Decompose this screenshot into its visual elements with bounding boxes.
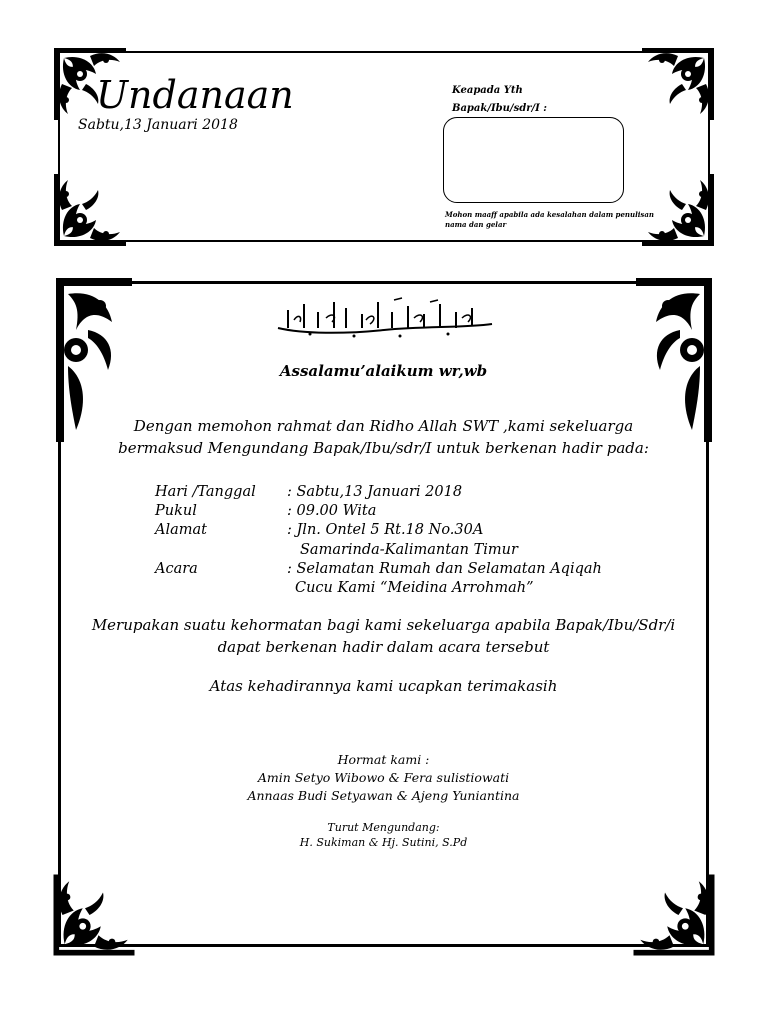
intro-paragraph xyxy=(58,415,709,459)
regards-label: Hormat kami : xyxy=(337,752,430,767)
closing-line: dapat berkenan hadir dalam acara tersebut xyxy=(217,638,550,656)
recipient-name-box xyxy=(443,117,624,203)
envelope-date: Sabtu,13 Januari 2018 xyxy=(78,117,238,133)
day-label: Hari /Tanggal xyxy=(155,484,256,500)
recipient-label: Bapak/Ibu/sdr/I : xyxy=(452,103,547,114)
intro-line: Dengan memohon rahmat dan Ridho Allah SWT ,kami sekeluarga xyxy=(133,417,634,435)
envelope-title: Undanaan xyxy=(96,73,294,117)
address-label: Alamat xyxy=(155,522,207,538)
event-value: : Selamatan Rumah dan Selamatan Aqiqah xyxy=(287,561,602,577)
thanks-line: Atas kehadirannya kami ucapkan terimakasih xyxy=(209,677,558,695)
recipient-label: Keapada Yth xyxy=(452,85,523,96)
co-inviter-names: H. Sukiman & Hj. Sutini, S.Pd xyxy=(299,836,468,849)
greeting: Assalamu’alaikum wr,wb xyxy=(279,362,488,380)
day-value: : Sabtu,13 Januari 2018 xyxy=(287,484,463,500)
floral-corner-ornament-icon xyxy=(638,44,718,124)
event-label: Acara xyxy=(155,561,198,577)
host-names: Amin Setyo Wibowo & Fera sulistiowati xyxy=(257,770,510,785)
apology-note: Mohon maaff apabila ada kesalahan dalam penulisan nama dan gelar xyxy=(445,210,654,229)
floral-corner-ornament-icon xyxy=(628,870,720,960)
time-value: : 09.00 Wita xyxy=(287,503,377,519)
floral-corner-ornament-icon xyxy=(50,170,130,250)
recipient-header xyxy=(452,82,547,118)
host-names: Annaas Budi Setyawan & Ajeng Yuniantina xyxy=(247,788,520,803)
address-value: : Jln. Ontel 5 Rt.18 No.30A xyxy=(287,522,484,538)
bismillah-calligraphy-icon xyxy=(274,294,496,340)
floral-corner-ornament-icon xyxy=(48,870,140,960)
closing-paragraph xyxy=(58,614,709,658)
intro-line: bermaksud Mengundang Bapak/Ibu/sdr/I untuk berkenan hadir pada: xyxy=(118,439,649,457)
co-inviter-label: Turut Mengundang: xyxy=(327,821,440,834)
time-label: Pukul xyxy=(155,503,197,519)
event-value-line-2: Cucu Kami “Meidina Arrohmah” xyxy=(295,580,534,596)
hosts-block xyxy=(58,751,709,805)
co-inviter-block xyxy=(58,820,709,850)
address-value-line-2: Samarinda-Kalimantan Timur xyxy=(300,542,518,558)
closing-line: Merupakan suatu kehormatan bagi kami sekeluarga apabila Bapak/Ibu/Sdr/i xyxy=(91,616,676,634)
